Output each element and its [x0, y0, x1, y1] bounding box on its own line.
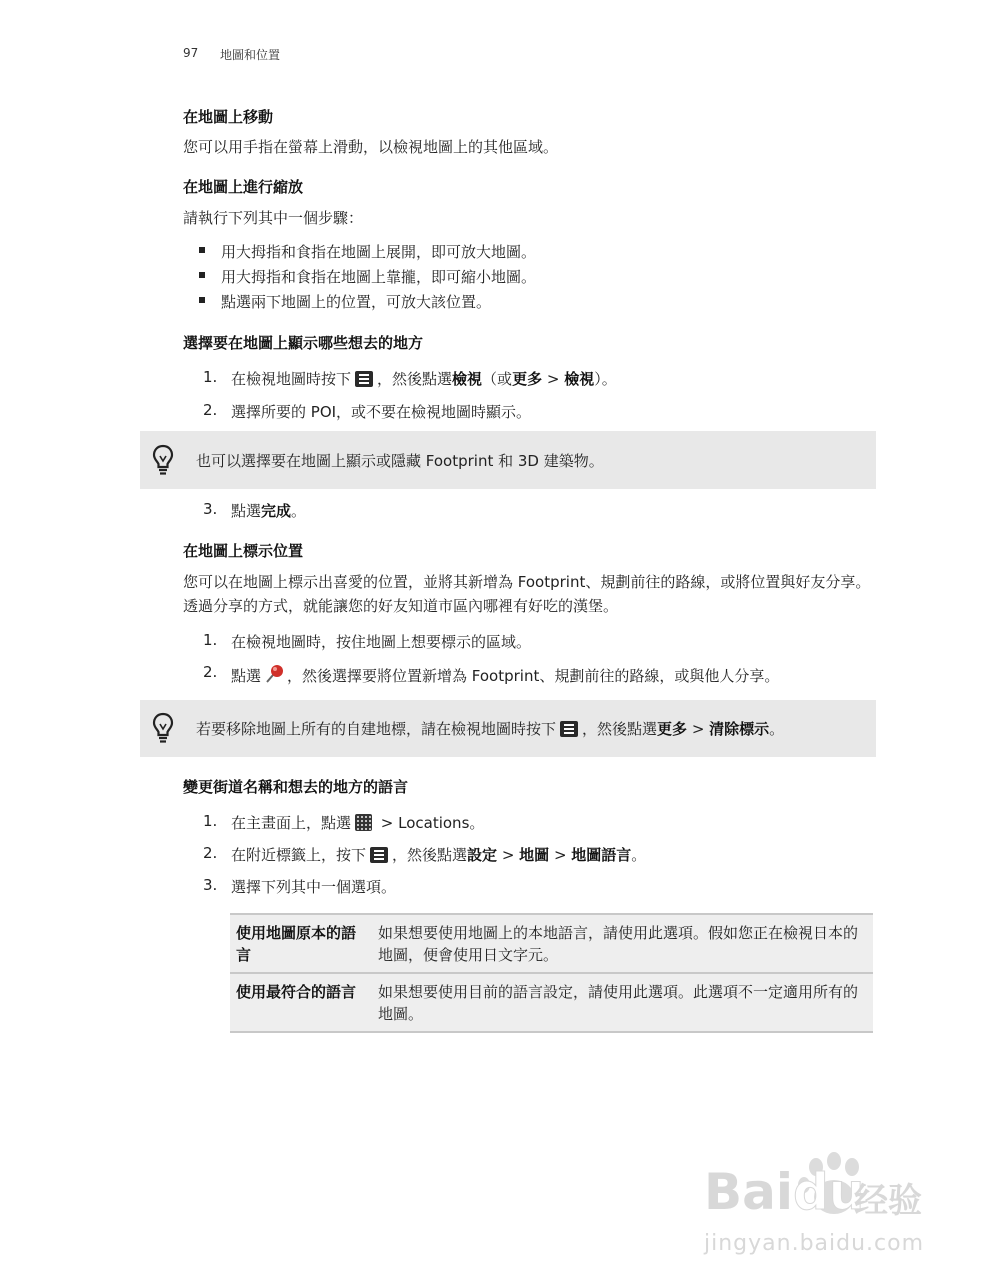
menu-icon — [355, 371, 373, 387]
language-options-table — [230, 913, 873, 1033]
bullet-item: 點選兩下地圖上的位置，可放大該位置。 — [221, 293, 492, 311]
step-number: 2. — [203, 401, 218, 419]
step-text: 在主畫面上，點選 > Locations。 — [231, 814, 485, 832]
bullet-marker — [199, 247, 205, 253]
lightbulb-icon — [152, 712, 174, 744]
heading-move: 在地圖上移動 — [183, 108, 274, 126]
lightbulb-icon — [152, 444, 174, 476]
menu-icon — [370, 847, 388, 863]
menu-icon — [560, 721, 578, 737]
watermark-brand: Baidu — [704, 1163, 865, 1221]
step-number: 3. — [203, 500, 218, 518]
chapter-title: 地圖和位置 — [220, 48, 281, 62]
step-text: 選擇所要的 POI，或不要在檢視地圖時顯示。 — [231, 403, 532, 421]
paragraph-mark: 您可以在地圖上標示出喜愛的位置，並將其新增為 Footprint、規劃前往的路線，或將位置與好友分享。透過分享的方式，就能讓您的好友知道市區內哪裡有好吃的漢堡。 — [183, 573, 871, 615]
table-row — [230, 914, 873, 973]
tip-text: 若要移除地圖上所有的自建地標，請在檢視地圖時按下 ，然後點選更多 > 清除標示。 — [196, 720, 785, 738]
option-description: 如果想要使用目前的語言設定，請使用此選項。此選項不一定適用所有的地圖。 — [372, 973, 873, 1032]
all-apps-icon — [355, 814, 372, 831]
pushpin-icon — [263, 663, 285, 685]
step-text: 在附近標籤上，按下 ，然後點選設定 > 地圖 > 地圖語言。 — [231, 846, 647, 864]
watermark-url: jingyan.baidu.com — [704, 1231, 925, 1256]
option-description: 如果想要使用地圖上的本地語言，請使用此選項。假如您正在檢視日本的地圖，便會使用日文字元。 — [372, 914, 873, 973]
table-row — [230, 973, 873, 1032]
heading-zoom: 在地圖上進行縮放 — [183, 178, 304, 196]
bullet-marker — [199, 297, 205, 303]
bullet-item: 用大拇指和食指在地圖上展開，即可放大地圖。 — [221, 243, 537, 261]
page-number: 97 — [183, 46, 199, 60]
option-name: 使用地圖原本的語言 — [230, 914, 372, 973]
watermark-cn: 经验 — [854, 1181, 922, 1221]
heading-language: 變更街道名稱和想去的地方的語言 — [183, 778, 409, 796]
paragraph-zoom-intro: 請執行下列其中一個步驟： — [183, 209, 364, 227]
option-name: 使用最符合的語言 — [230, 973, 372, 1032]
step-text: 點選 ，然後選擇要將位置新增為 Footprint、規劃前往的路線，或與他人分享。 — [231, 663, 779, 686]
step-text: 點選完成。 — [231, 502, 307, 520]
step-number: 1. — [203, 368, 218, 386]
bullet-item: 用大拇指和食指在地圖上靠攏，即可縮小地圖。 — [221, 268, 537, 286]
step-number: 1. — [203, 812, 218, 830]
step-text: 在檢視地圖時按下 ，然後點選檢視（或更多 > 檢視）。 — [231, 370, 617, 388]
step-number: 3. — [203, 876, 218, 894]
step-number: 1. — [203, 631, 218, 649]
step-text: 選擇下列其中一個選項。 — [231, 878, 397, 896]
baidu-watermark — [704, 1151, 934, 1261]
paragraph-move: 您可以用手指在螢幕上滑動，以檢視地圖上的其他區域。 — [183, 138, 559, 156]
step-number: 2. — [203, 663, 218, 681]
tip-text: 也可以選擇要在地圖上顯示或隱藏 Footprint 和 3D 建築物。 — [196, 452, 604, 470]
step-text: 在檢視地圖時，按住地圖上想要標示的區域。 — [231, 633, 532, 651]
heading-places: 選擇要在地圖上顯示哪些想去的地方 — [183, 334, 424, 352]
step-number: 2. — [203, 844, 218, 862]
bullet-marker — [199, 272, 205, 278]
heading-mark: 在地圖上標示位置 — [183, 542, 304, 560]
